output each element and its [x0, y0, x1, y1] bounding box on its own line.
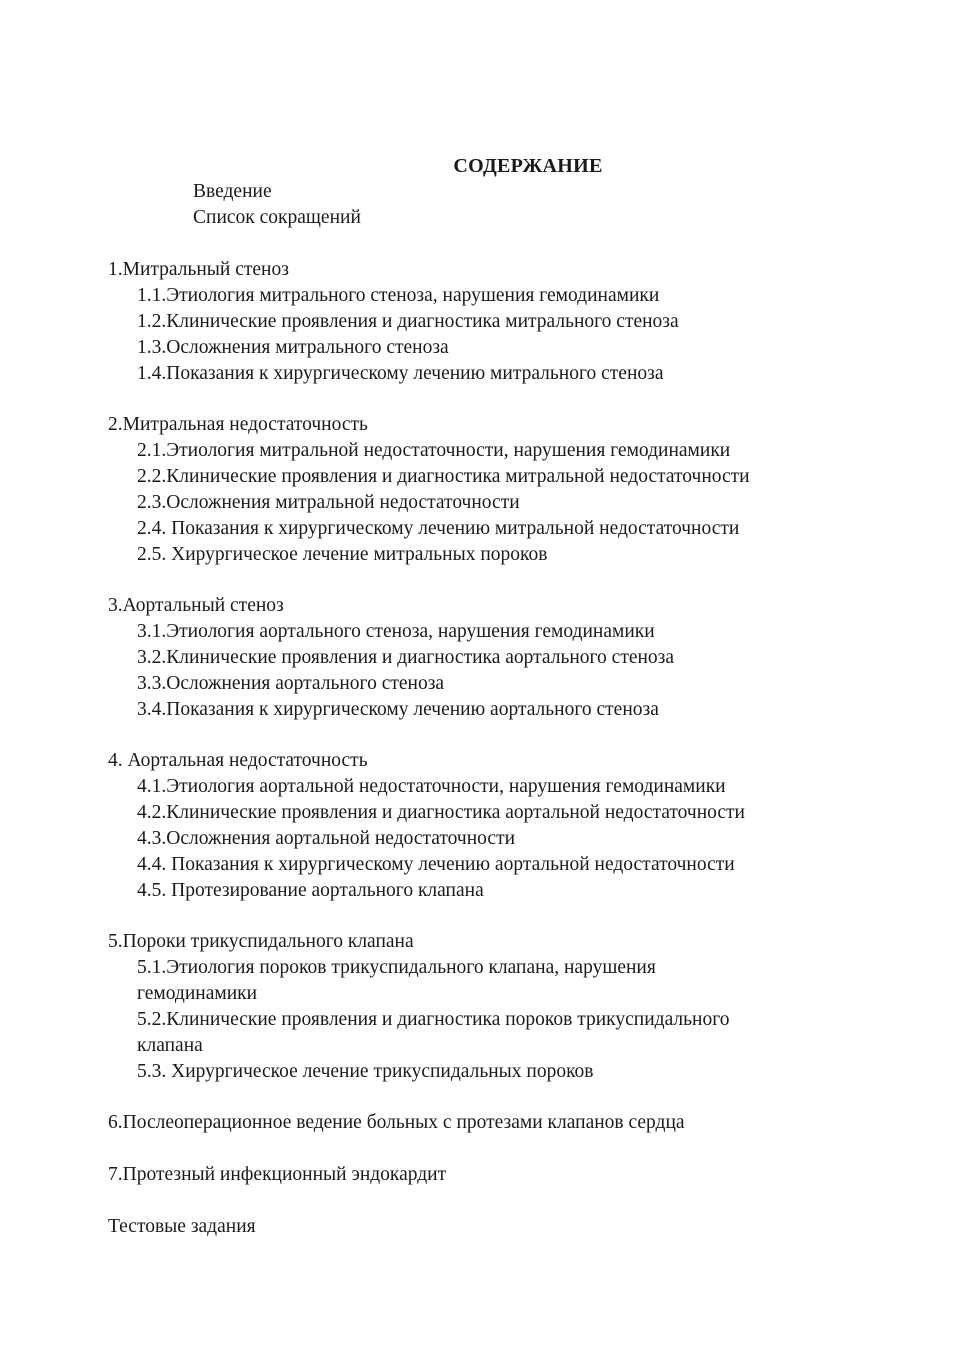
toc-subsection: 1.1.Этиология митрального стеноза, нарушения гемодинамики [137, 285, 660, 306]
toc-subsection: 2.1.Этиология митральной недостаточности, нарушения гемодинамики [137, 440, 731, 461]
toc-subsection: 1.2.Клинические проявления и диагностика митрального стеноза [137, 311, 679, 332]
toc-subsection: 4.2.Клинические проявления и диагностика аортальной недостаточности [137, 802, 745, 823]
toc-subsection: 5.2.Клинические проявления и диагностика пороков трикуспидального [137, 1009, 730, 1030]
toc-subsection: 2.5. Хирургическое лечение митральных пороков [137, 544, 548, 565]
toc-subsection: 2.2.Клинические проявления и диагностика митральной недостаточности [137, 466, 750, 487]
toc-entry-tests: Тестовые задания [108, 1216, 256, 1237]
toc-subsection: 4.5. Протезирование аортального клапана [137, 880, 484, 901]
toc-subsection: 2.4. Показания к хирургическому лечению митральной недостаточности [137, 518, 740, 539]
toc-subsection: 1.4.Показания к хирургическому лечению митрального стеноза [137, 363, 664, 384]
toc-section-6: 6.Послеоперационное ведение больных с протезами клапанов сердца [108, 1112, 685, 1133]
toc-subsection: 3.3.Осложнения аортального стеноза [137, 673, 445, 694]
toc-section-2: 2.Митральная недостаточность [108, 414, 368, 435]
toc-section-5: 5.Пороки трикуспидального клапана [108, 931, 414, 952]
toc-section-3: 3.Аортальный стеноз [108, 595, 284, 616]
toc-subsection: 5.3. Хирургическое лечение трикуспидальных пороков [137, 1061, 594, 1082]
toc-subsection-continuation: гемодинамики [137, 983, 258, 1004]
toc-entry-introduction: Введение [193, 181, 272, 202]
toc-subsection: 4.4. Показания к хирургическому лечению аортальной недостаточности [137, 854, 735, 875]
toc-entry-abbreviations: Список сокращений [193, 207, 361, 228]
toc-subsection: 3.1.Этиология аортального стеноза, нарушения гемодинамики [137, 621, 655, 642]
toc-subsection: 2.3.Осложнения митральной недостаточности [137, 492, 520, 513]
toc-subsection: 4.3.Осложнения аортальной недостаточности [137, 828, 516, 849]
toc-subsection: 3.4.Показания к хирургическому лечению аортального стеноза [137, 699, 659, 720]
toc-subsection: 1.3.Осложнения митрального стеноза [137, 337, 449, 358]
toc-section-4: 4. Аортальная недостаточность [108, 750, 368, 771]
page-title: СОДЕРЖАНИЕ [453, 155, 603, 177]
toc-section-1: 1.Митральный стеноз [108, 259, 289, 280]
toc-subsection: 4.1.Этиология аортальной недостаточности, нарушения гемодинамики [137, 776, 726, 797]
toc-subsection-continuation: клапана [137, 1035, 203, 1056]
toc-subsection: 5.1.Этиология пороков трикуспидального клапана, нарушения [137, 957, 656, 978]
toc-subsection: 3.2.Клинические проявления и диагностика аортального стеноза [137, 647, 675, 668]
toc-section-7: 7.Протезный инфекционный эндокардит [108, 1164, 447, 1185]
